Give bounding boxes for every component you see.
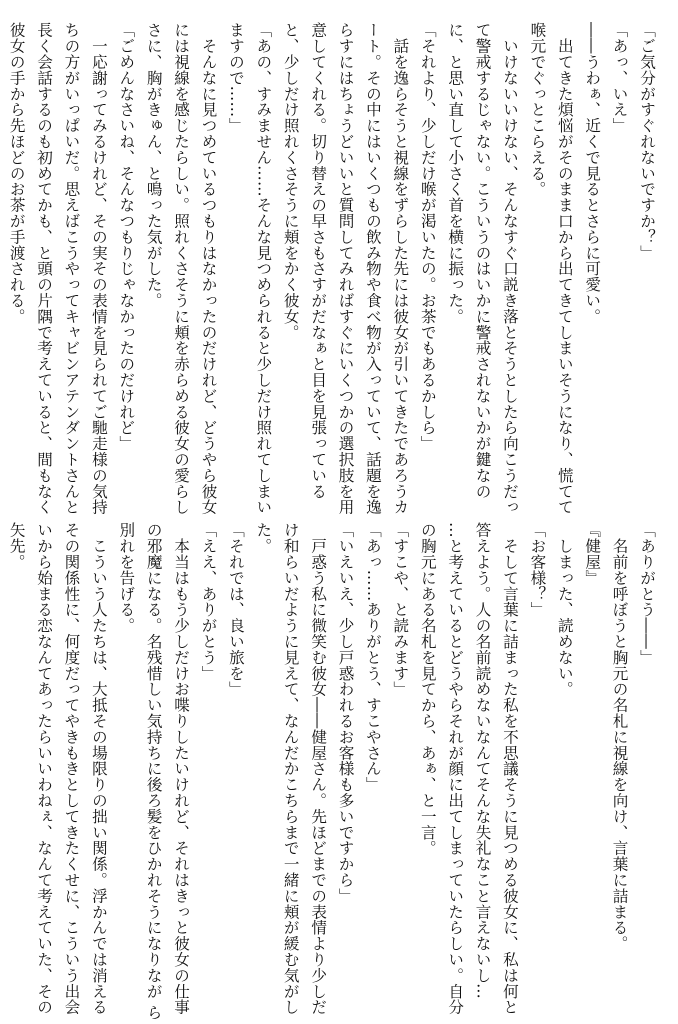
text-line: 「あっ……ありがとう、すこやさん」 — [363, 522, 382, 793]
text-line: 名前を呼ぼうと胸元の名札に視線を向け、言葉に詰まる。 — [610, 522, 629, 952]
text-line: 「ええ、ありがとう」 — [199, 522, 218, 681]
text-line: 「すこや、と読みます」 — [391, 522, 410, 697]
text-line: 「あっ、いえ」 — [610, 22, 629, 134]
text-line — [0, 522, 2, 1008]
text-line: て警戒するじゃない。こういうのはいかに警戒されないかが鍵なの — [473, 22, 492, 499]
text-line: 意してくれる。切り替えの早さもさすがだなぁと目を見張っている — [309, 22, 328, 499]
text-line: しまった、読めない。 — [555, 522, 574, 697]
text-line: そして言葉に詰まった私を不思議そうに見つめる彼女に、私は何と — [500, 522, 519, 1015]
text-line: の胸元にある名札を見てから、あぁ、と一言。 — [418, 522, 437, 856]
text-line: 「それより、少しだけ喉が渇いたの。お茶でもあるかしら」 — [418, 22, 437, 452]
text-line: その関係性に、何度だってやきもきとしてきたくせに、こういう出会 — [62, 522, 81, 1015]
lower-text-block — [7, 522, 660, 1021]
text-line: …と考えているとどうやらそれが顔に出てしまっていたらしい。自分 — [446, 522, 465, 1015]
text-line: らすにはちょうどいいと質問してみればすぐにいくつかの選択肢を用 — [336, 22, 355, 515]
text-line: 長く会話するのも初めてかも、と頭の片隅で考えていると、間もなく — [35, 22, 54, 515]
text-line: には視線を感じたらしい。照れくさそうに頬を赤らめる彼女の愛らし — [172, 22, 191, 515]
text-line: 答えよう。人の名前読めないなんてそんな失礼なこと言えないし… — [473, 522, 492, 999]
text-line: ますので……」 — [226, 22, 245, 134]
text-line: 彼女の手から先ほどのお茶が手渡される。 — [7, 22, 26, 325]
text-line: ート。その中にはいくつもの飲み物や食べ物が入っていて、話題を逸 — [363, 22, 382, 515]
text-line: と、少しだけ照れくさそうに頬をかく彼女。 — [281, 22, 300, 340]
text-line: に、と思い直して小さく首を横に振った。 — [446, 22, 465, 325]
text-line: 『健屋』 — [583, 522, 602, 586]
text-line: 別れを告げる。 — [117, 522, 136, 634]
text-line: こういう人たちは、大抵その場限りの拙い関係。浮かんでは消える — [89, 522, 108, 1015]
text-line: 「ありがとう――」 — [638, 522, 656, 666]
text-line: 戸惑う私に微笑む彼女――健屋さん。先ほどまでの表情より少しだ — [309, 522, 328, 1015]
text-line: 本当はもう少しだけお喋りしたいけれど、それはきっと彼女の仕事 — [172, 522, 191, 1015]
text-line: の邪魔になる。名残惜しい気持ちに後ろ髪をひかれそうになりなが ら — [144, 522, 163, 1021]
text-line: いけないいけない、そんなすぐ口説き落とそうとしたら向こうだっ — [500, 22, 519, 515]
text-line: 喉元でぐっとこらえる。 — [528, 22, 547, 197]
text-line: 矢先。 — [7, 522, 26, 570]
text-line: 「ご気分がすぐれないですか？」 — [638, 22, 656, 261]
upper-text-block — [7, 22, 660, 515]
text-line: ――うわぁ、近くで見るとさらに可愛い。 — [583, 22, 602, 325]
text-line: 「お客様？」 — [528, 522, 547, 618]
text-line: 「ごめんなさいね、そんなつもりじゃなかったのだけれど」 — [117, 22, 136, 452]
text-line: さに、胸がきゅん、と鳴った気がした。 — [144, 22, 163, 309]
text-line: 「あの、すみません……そんな見つめられると少しだけ照れてしまい — [254, 22, 273, 515]
text-line: 「それでは、良い旅を」 — [226, 522, 245, 697]
text-line: た。 — [254, 522, 273, 554]
text-line: 一応謝ってみるけれど、その実その表情を見られてご馳走様の気持 — [89, 22, 108, 515]
text-line: そんなに見つめているつもりはなかったのだけれど、どうやら彼女 — [199, 22, 218, 515]
text-line: け和らいだように見えて、なんだかこちらまで一緒に頬が緩む気がし — [281, 522, 300, 1015]
text-line: 話を逸らそうと視線をずらした先には彼女が引いてきたであろうカ — [391, 22, 410, 515]
text-line: 「いえいえ、少し戸惑われるお客様も多いですから」 — [336, 522, 355, 904]
text-line: いから始まる恋なんてあったらいいわねぇ、なんて考えていた、その — [35, 522, 54, 1015]
text-line: ちの方がいっぱいだ。思えばこうやってキャビンアテンダントさんと — [62, 22, 81, 515]
text-line: 出てきた煩悩がそのまま口から出てきてしまいそうになり、慌てて — [555, 22, 574, 515]
